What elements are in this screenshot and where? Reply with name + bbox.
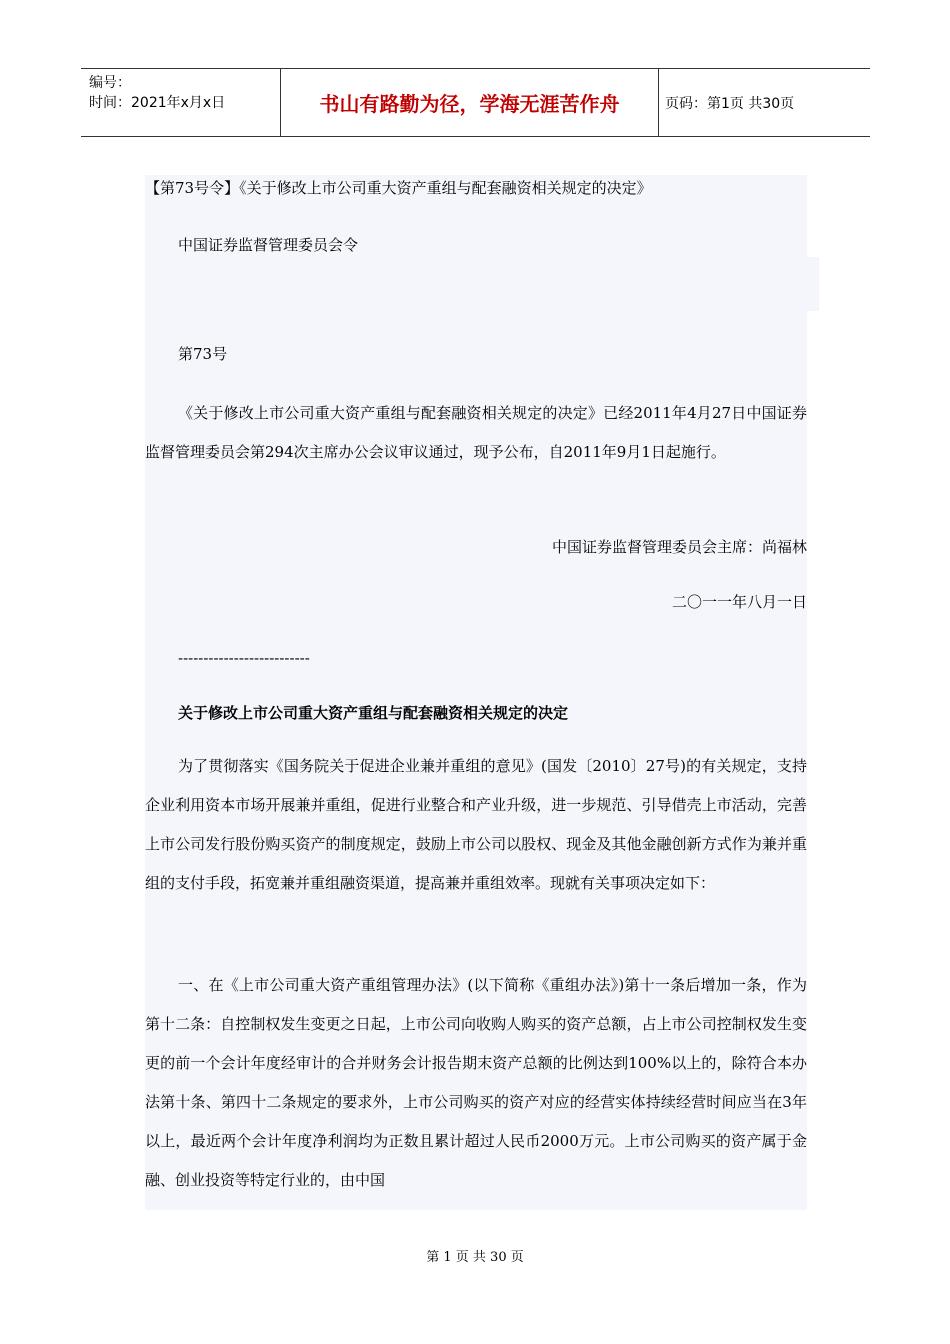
page-footer: 第 1 页 共 30 页 bbox=[426, 1250, 524, 1265]
paragraph-intro: 为了贯彻落实《国务院关于促进企业兼并重组的意见》(国发〔2010〕27号)的有关规定，支持企业利用资本市场开展兼并重组，促进行业整合和产业升级，进一步规范、引导借壳上市活动，完善上市公司发行股份购买资产的制度规定，鼓励上市公司以股权、现金及其他金融创新方式作为兼并重组的支付手段，拓宽兼并重组融资渠道，提高兼并重组效率。现就有关事项决定如下： bbox=[145, 757, 807, 892]
paragraph-article-one: 一、在《上市公司重大资产重组管理办法》(以下简称《重组办法》)第十一条后增加一条，作为第十二条：自控制权发生变更之日起，上市公司向收购人购买的资产总额，占上市公司控制权发生变更的前一个会计年度经审计的合并财务会计报告期末资产总额的比例达到100%以上的，除符合本办法第十条、第四十二条规定的要求外，上市公司购买的资产对应的经营实体持续经营时间应当在3年以上，最近两个会计年度净利润均为正数且累计超过人民币2000万元。上市公司购买的资产属于金融、创业投资等特定行业的，由中国 bbox=[145, 976, 807, 1189]
header-meta-cell bbox=[81, 69, 281, 136]
order-number: 第73号 bbox=[178, 345, 228, 363]
highlight-extension bbox=[807, 257, 819, 311]
header-motto: 书山有路勤为径，学海无涯苦作舟 bbox=[281, 69, 659, 136]
document-title-line: 【第73号令】《关于修改上市公司重大资产重组与配套融资相关规定的决定》 bbox=[145, 179, 652, 197]
header-page-info: 页码：第1页 共30页 bbox=[665, 95, 795, 112]
decision-title: 关于修改上市公司重大资产重组与配套融资相关规定的决定 bbox=[178, 704, 569, 722]
document-body bbox=[145, 175, 807, 1210]
announcement-paragraph: 《关于修改上市公司重大资产重组与配套融资相关规定的决定》已经2011年4月27日中国证券监督管理委员会第294次主席办公会议审议通过，现予公布，自2011年9月1日起施行。 bbox=[145, 404, 807, 461]
document-number-label: 编号： bbox=[89, 75, 131, 91]
document-time-label: 时间：2021年x月x日 bbox=[89, 95, 226, 111]
header-table bbox=[81, 68, 870, 137]
signature-line: 中国证券监督管理委员会主席：尚福林 bbox=[551, 538, 807, 556]
date-line: 二〇一一年八月一日 bbox=[671, 593, 807, 611]
separator-line: -------------------------- bbox=[178, 649, 310, 667]
issuer-line: 中国证券监督管理委员会令 bbox=[178, 236, 359, 254]
